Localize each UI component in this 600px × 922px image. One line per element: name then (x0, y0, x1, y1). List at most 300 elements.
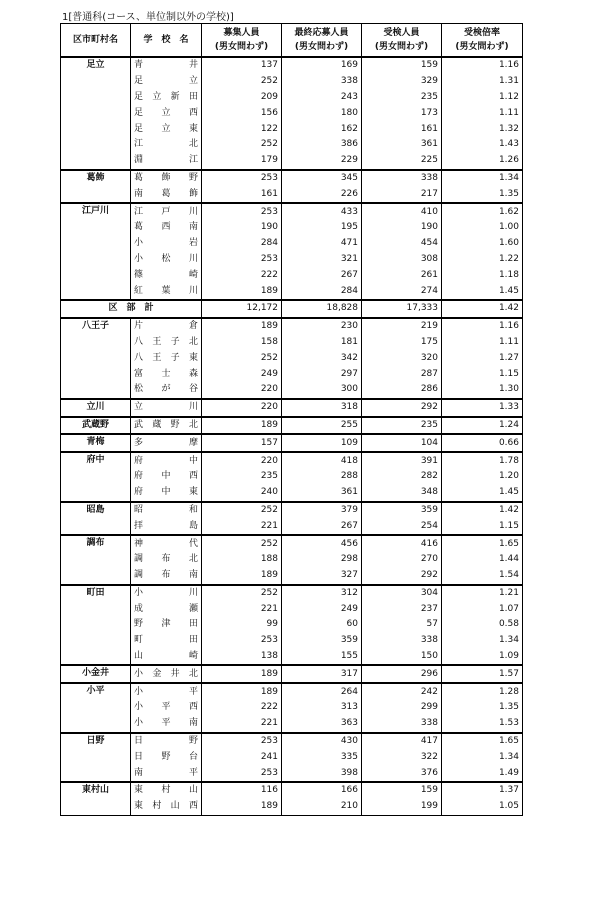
applicants-cell: 300 (282, 382, 362, 399)
ratio-cell: 1.34 (442, 749, 523, 765)
examinees-cell: 175 (362, 335, 442, 351)
applicants-cell: 338 (282, 74, 362, 90)
applicants-cell: 229 (282, 153, 362, 170)
ward-cell (61, 186, 131, 203)
quota-cell: 157 (202, 434, 282, 452)
ratio-cell: 1.18 (442, 267, 523, 283)
applicants-cell: 169 (282, 57, 362, 74)
quota-cell: 220 (202, 399, 282, 417)
applicants-cell: 243 (282, 90, 362, 106)
table-row (61, 568, 523, 585)
admission-table (60, 23, 523, 816)
ward-cell (61, 469, 131, 485)
quota-cell: 189 (202, 799, 282, 815)
header-ward: 区市町村名 (61, 24, 131, 58)
table-row (61, 733, 523, 750)
quota-cell: 252 (202, 137, 282, 153)
school-name-cell: 調布南 (131, 568, 202, 585)
examinees-cell: 416 (362, 535, 442, 552)
applicants-cell: 267 (282, 267, 362, 283)
ward-cell (61, 382, 131, 399)
examinees-cell: 173 (362, 105, 442, 121)
table-row (61, 318, 523, 335)
table-row (61, 683, 523, 700)
examinees-cell: 235 (362, 90, 442, 106)
school-name-cell: 野津田 (131, 617, 202, 633)
header-examinees: 受検人員 (男女問わず) (362, 24, 442, 58)
ratio-cell: 1.62 (442, 203, 523, 220)
ward-cell (61, 220, 131, 236)
examinees-cell: 225 (362, 153, 442, 170)
examinees-cell: 338 (362, 170, 442, 187)
table-row (61, 170, 523, 187)
table-row (61, 633, 523, 649)
ward-cell: 府中 (61, 452, 131, 469)
ratio-cell: 1.31 (442, 74, 523, 90)
school-name-cell: 江戸川 (131, 203, 202, 220)
quota-cell: 253 (202, 252, 282, 268)
ward-cell (61, 267, 131, 283)
applicants-cell: 255 (282, 417, 362, 435)
ratio-cell: 1.44 (442, 552, 523, 568)
ward-cell: 東村山 (61, 782, 131, 799)
applicants-cell: 418 (282, 452, 362, 469)
examinees-cell: 159 (362, 782, 442, 799)
school-name-cell: 東村山 (131, 782, 202, 799)
ward-cell: 八王子 (61, 318, 131, 335)
table-row (61, 121, 523, 137)
school-name-cell: 小川 (131, 585, 202, 602)
ward-cell (61, 236, 131, 252)
table-row (61, 749, 523, 765)
table-row (61, 137, 523, 153)
ratio-cell: 1.34 (442, 170, 523, 187)
quota-cell: 179 (202, 153, 282, 170)
quota-cell: 249 (202, 366, 282, 382)
applicants-cell: 249 (282, 601, 362, 617)
ward-cell (61, 252, 131, 268)
table-row (61, 601, 523, 617)
ward-cell (61, 485, 131, 502)
ratio-cell: 1.15 (442, 518, 523, 535)
ratio-cell: 1.60 (442, 236, 523, 252)
ratio-cell: 1.42 (442, 300, 523, 318)
ward-cell: 日野 (61, 733, 131, 750)
applicants-cell: 210 (282, 799, 362, 815)
quota-cell: 240 (202, 485, 282, 502)
header-applicants: 最終応募人員 (男女問わず) (282, 24, 362, 58)
examinees-cell: 287 (362, 366, 442, 382)
school-name-cell: 足立 (131, 74, 202, 90)
table-row (61, 153, 523, 170)
quota-cell: 221 (202, 601, 282, 617)
quota-cell: 284 (202, 236, 282, 252)
quota-cell: 241 (202, 749, 282, 765)
ratio-cell: 0.58 (442, 617, 523, 633)
school-name-cell: 南葛飾 (131, 186, 202, 203)
examinees-cell: 410 (362, 203, 442, 220)
school-name-cell: 神代 (131, 535, 202, 552)
quota-cell: 189 (202, 417, 282, 435)
ratio-cell: 1.42 (442, 502, 523, 519)
table-row (61, 90, 523, 106)
ratio-cell: 1.21 (442, 585, 523, 602)
ratio-cell: 1.05 (442, 799, 523, 815)
ward-cell: 足立 (61, 57, 131, 74)
applicants-cell: 195 (282, 220, 362, 236)
quota-cell: 161 (202, 186, 282, 203)
quota-cell: 189 (202, 665, 282, 683)
applicants-cell: 230 (282, 318, 362, 335)
examinees-cell: 292 (362, 568, 442, 585)
ratio-cell: 1.24 (442, 417, 523, 435)
applicants-cell: 298 (282, 552, 362, 568)
school-name-cell: 葛西南 (131, 220, 202, 236)
quota-cell: 221 (202, 518, 282, 535)
school-name-cell: 武蔵野北 (131, 417, 202, 435)
table-row (61, 452, 523, 469)
header-quota: 募集人員 (男女問わず) (202, 24, 282, 58)
ratio-cell: 1.37 (442, 782, 523, 799)
table-row (61, 434, 523, 452)
ward-cell (61, 552, 131, 568)
quota-cell: 252 (202, 74, 282, 90)
ward-cell (61, 283, 131, 300)
applicants-cell: 109 (282, 434, 362, 452)
ward-cell: 調布 (61, 535, 131, 552)
ratio-cell: 1.11 (442, 335, 523, 351)
quota-cell: 253 (202, 733, 282, 750)
examinees-cell: 150 (362, 649, 442, 666)
ratio-cell: 1.65 (442, 535, 523, 552)
school-name-cell: 松が谷 (131, 382, 202, 399)
table-row (61, 105, 523, 121)
ratio-cell: 1.28 (442, 683, 523, 700)
ratio-cell: 1.12 (442, 90, 523, 106)
applicants-cell: 471 (282, 236, 362, 252)
ratio-cell: 1.45 (442, 283, 523, 300)
header-row (61, 24, 523, 58)
applicants-cell: 398 (282, 765, 362, 782)
applicants-cell: 264 (282, 683, 362, 700)
ward-cell (61, 601, 131, 617)
applicants-cell: 327 (282, 568, 362, 585)
ratio-cell: 1.11 (442, 105, 523, 121)
table-row (61, 203, 523, 220)
ratio-cell: 1.57 (442, 665, 523, 683)
school-name-cell: 富士森 (131, 366, 202, 382)
quota-cell: 221 (202, 716, 282, 733)
ward-cell (61, 617, 131, 633)
examinees-cell: 376 (362, 765, 442, 782)
school-name-cell: 南平 (131, 765, 202, 782)
ward-cell: 葛飾 (61, 170, 131, 187)
examinees-cell: 391 (362, 452, 442, 469)
ratio-cell: 1.26 (442, 153, 523, 170)
ward-cell (61, 153, 131, 170)
applicants-cell: 18,828 (282, 300, 362, 318)
applicants-cell: 321 (282, 252, 362, 268)
applicants-cell: 155 (282, 649, 362, 666)
applicants-cell: 297 (282, 366, 362, 382)
examinees-cell: 159 (362, 57, 442, 74)
ratio-cell: 1.32 (442, 121, 523, 137)
school-name-cell: 小岩 (131, 236, 202, 252)
quota-cell: 189 (202, 683, 282, 700)
table-row (61, 649, 523, 666)
ratio-cell: 1.65 (442, 733, 523, 750)
examinees-cell: 17,333 (362, 300, 442, 318)
table-caption: 1[普通科(コース、単位制以外の学校)] (62, 12, 234, 23)
ward-cell (61, 350, 131, 366)
table-row (61, 335, 523, 351)
examinees-cell: 235 (362, 417, 442, 435)
ward-cell (61, 568, 131, 585)
table-row (61, 57, 523, 74)
table-row (61, 716, 523, 733)
quota-cell: 137 (202, 57, 282, 74)
ward-cell (61, 90, 131, 106)
ratio-cell: 1.78 (442, 452, 523, 469)
table-row (61, 236, 523, 252)
school-name-cell: 小平西 (131, 700, 202, 716)
examinees-cell: 320 (362, 350, 442, 366)
ratio-cell: 1.16 (442, 57, 523, 74)
quota-cell: 99 (202, 617, 282, 633)
examinees-cell: 217 (362, 186, 442, 203)
school-name-cell: 紅葉川 (131, 283, 202, 300)
examinees-cell: 199 (362, 799, 442, 815)
ward-cell (61, 716, 131, 733)
ward-cell (61, 700, 131, 716)
header-ratio: 受検倍率 (男女問わず) (442, 24, 523, 58)
examinees-cell: 242 (362, 683, 442, 700)
table-row (61, 502, 523, 519)
school-name-cell: 小平 (131, 683, 202, 700)
table-row (61, 617, 523, 633)
ward-cell (61, 121, 131, 137)
quota-cell: 235 (202, 469, 282, 485)
school-name-cell: 拝島 (131, 518, 202, 535)
applicants-cell: 162 (282, 121, 362, 137)
applicants-cell: 284 (282, 283, 362, 300)
subtotal-row (61, 300, 523, 318)
school-name-cell: 府中 (131, 452, 202, 469)
ratio-cell: 1.34 (442, 633, 523, 649)
ratio-cell: 1.30 (442, 382, 523, 399)
table-row (61, 585, 523, 602)
quota-cell: 138 (202, 649, 282, 666)
school-name-cell: 昭和 (131, 502, 202, 519)
quota-cell: 189 (202, 318, 282, 335)
ratio-cell: 1.07 (442, 601, 523, 617)
applicants-cell: 335 (282, 749, 362, 765)
school-name-cell: 府中西 (131, 469, 202, 485)
quota-cell: 156 (202, 105, 282, 121)
school-name-cell: 府中東 (131, 485, 202, 502)
examinees-cell: 57 (362, 617, 442, 633)
applicants-cell: 379 (282, 502, 362, 519)
quota-cell: 253 (202, 170, 282, 187)
applicants-cell: 433 (282, 203, 362, 220)
applicants-cell: 430 (282, 733, 362, 750)
ward-cell (61, 137, 131, 153)
table-row (61, 366, 523, 382)
ward-cell (61, 633, 131, 649)
school-name-cell: 東村山西 (131, 799, 202, 815)
quota-cell: 189 (202, 283, 282, 300)
school-name-cell: 山崎 (131, 649, 202, 666)
applicants-cell: 361 (282, 485, 362, 502)
table-row (61, 382, 523, 399)
applicants-cell: 456 (282, 535, 362, 552)
applicants-cell: 312 (282, 585, 362, 602)
applicants-cell: 313 (282, 700, 362, 716)
header-school: 学 校 名 (131, 24, 202, 58)
ratio-cell: 1.09 (442, 649, 523, 666)
ward-cell: 江戸川 (61, 203, 131, 220)
examinees-cell: 322 (362, 749, 442, 765)
applicants-cell: 386 (282, 137, 362, 153)
applicants-cell: 166 (282, 782, 362, 799)
ratio-cell: 1.45 (442, 485, 523, 502)
school-name-cell: 片倉 (131, 318, 202, 335)
applicants-cell: 60 (282, 617, 362, 633)
quota-cell: 122 (202, 121, 282, 137)
school-name-cell: 八王子北 (131, 335, 202, 351)
ratio-cell: 1.33 (442, 399, 523, 417)
quota-cell: 12,172 (202, 300, 282, 318)
quota-cell: 222 (202, 700, 282, 716)
ward-cell: 小平 (61, 683, 131, 700)
examinees-cell: 338 (362, 716, 442, 733)
table-row (61, 469, 523, 485)
table-row (61, 267, 523, 283)
examinees-cell: 270 (362, 552, 442, 568)
school-name-cell: 小金井北 (131, 665, 202, 683)
table-row (61, 283, 523, 300)
ward-cell: 立川 (61, 399, 131, 417)
ward-cell: 青梅 (61, 434, 131, 452)
table-row (61, 700, 523, 716)
table-row (61, 417, 523, 435)
school-name-cell: 足立東 (131, 121, 202, 137)
table-row (61, 350, 523, 366)
quota-cell: 188 (202, 552, 282, 568)
subtotal-label: 区 部 計 (61, 300, 202, 318)
school-name-cell: 江北 (131, 137, 202, 153)
school-name-cell: 小平南 (131, 716, 202, 733)
ward-cell (61, 105, 131, 121)
table-row (61, 665, 523, 683)
examinees-cell: 286 (362, 382, 442, 399)
ratio-cell: 1.35 (442, 186, 523, 203)
table-row (61, 252, 523, 268)
examinees-cell: 338 (362, 633, 442, 649)
quota-cell: 158 (202, 335, 282, 351)
ratio-cell: 1.20 (442, 469, 523, 485)
quota-cell: 209 (202, 90, 282, 106)
school-name-cell: 小松川 (131, 252, 202, 268)
examinees-cell: 219 (362, 318, 442, 335)
quota-cell: 252 (202, 350, 282, 366)
quota-cell: 253 (202, 203, 282, 220)
ward-cell: 町田 (61, 585, 131, 602)
school-name-cell: 青井 (131, 57, 202, 74)
school-name-cell: 調布北 (131, 552, 202, 568)
quota-cell: 252 (202, 502, 282, 519)
ratio-cell: 1.22 (442, 252, 523, 268)
ward-cell (61, 518, 131, 535)
school-name-cell: 日野 (131, 733, 202, 750)
examinees-cell: 274 (362, 283, 442, 300)
table-row (61, 518, 523, 535)
ward-cell (61, 335, 131, 351)
quota-cell: 190 (202, 220, 282, 236)
table-row (61, 552, 523, 568)
quota-cell: 253 (202, 633, 282, 649)
quota-cell: 252 (202, 535, 282, 552)
applicants-cell: 342 (282, 350, 362, 366)
examinees-cell: 282 (362, 469, 442, 485)
applicants-cell: 267 (282, 518, 362, 535)
examinees-cell: 348 (362, 485, 442, 502)
quota-cell: 189 (202, 568, 282, 585)
school-name-cell: 葛飾野 (131, 170, 202, 187)
examinees-cell: 254 (362, 518, 442, 535)
examinees-cell: 304 (362, 585, 442, 602)
examinees-cell: 329 (362, 74, 442, 90)
table-row (61, 765, 523, 782)
ratio-cell: 1.16 (442, 318, 523, 335)
ratio-cell: 0.66 (442, 434, 523, 452)
ward-cell (61, 799, 131, 815)
ratio-cell: 1.43 (442, 137, 523, 153)
quota-cell: 253 (202, 765, 282, 782)
ward-cell (61, 765, 131, 782)
table-row (61, 74, 523, 90)
examinees-cell: 417 (362, 733, 442, 750)
examinees-cell: 361 (362, 137, 442, 153)
applicants-cell: 288 (282, 469, 362, 485)
ratio-cell: 1.27 (442, 350, 523, 366)
applicants-cell: 181 (282, 335, 362, 351)
table-row (61, 535, 523, 552)
examinees-cell: 299 (362, 700, 442, 716)
applicants-cell: 318 (282, 399, 362, 417)
applicants-cell: 359 (282, 633, 362, 649)
applicants-cell: 317 (282, 665, 362, 683)
ratio-cell: 1.35 (442, 700, 523, 716)
table-row (61, 186, 523, 203)
ratio-cell: 1.54 (442, 568, 523, 585)
applicants-cell: 345 (282, 170, 362, 187)
school-name-cell: 八王子東 (131, 350, 202, 366)
examinees-cell: 161 (362, 121, 442, 137)
quota-cell: 220 (202, 452, 282, 469)
school-name-cell: 淵江 (131, 153, 202, 170)
ward-cell (61, 749, 131, 765)
examinees-cell: 296 (362, 665, 442, 683)
examinees-cell: 359 (362, 502, 442, 519)
school-name-cell: 足立西 (131, 105, 202, 121)
ward-cell: 武蔵野 (61, 417, 131, 435)
ratio-cell: 1.15 (442, 366, 523, 382)
ratio-cell: 1.53 (442, 716, 523, 733)
table-row (61, 485, 523, 502)
quota-cell: 252 (202, 585, 282, 602)
ratio-cell: 1.49 (442, 765, 523, 782)
